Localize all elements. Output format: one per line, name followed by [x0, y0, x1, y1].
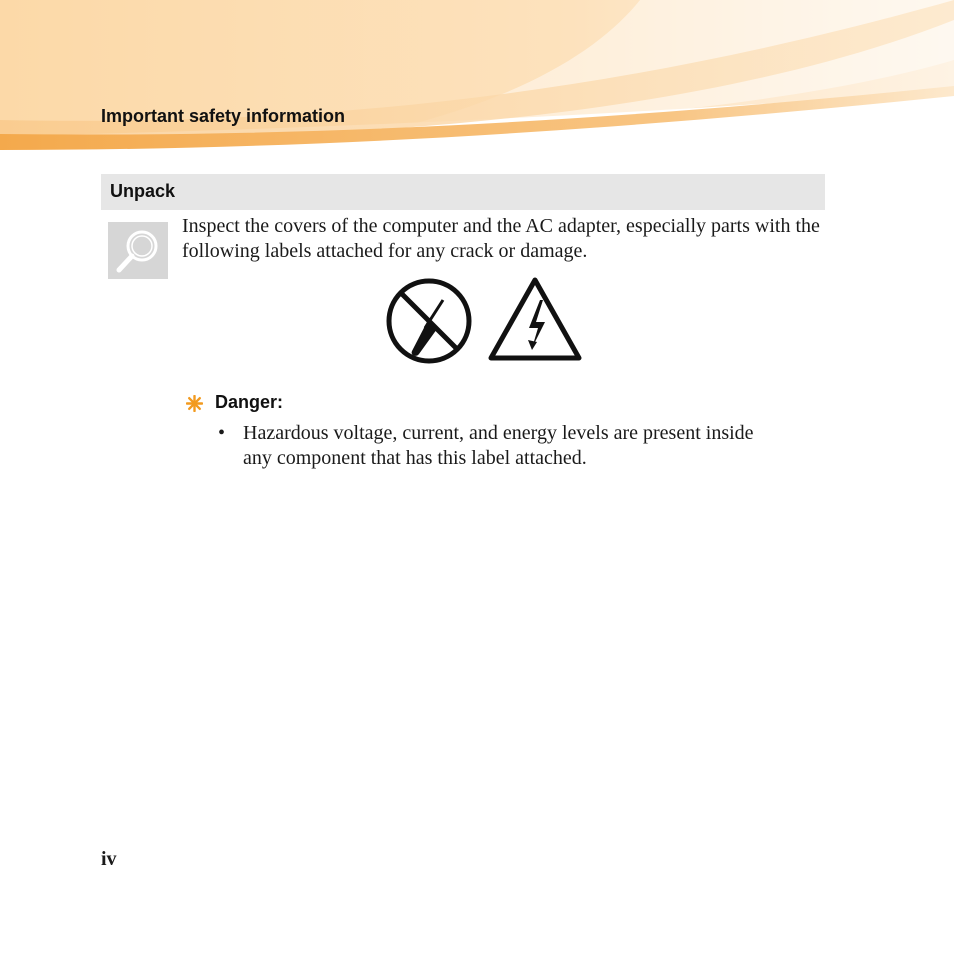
- bullet-marker: •: [218, 422, 226, 444]
- danger-list-item: Hazardous voltage, current, and energy levels are present inside any component that has this label attached.: [243, 422, 754, 469]
- inspection-instruction: Inspect the covers of the computer and the AC adapter, especially parts with the following labels attached for any crack or damage.: [182, 215, 820, 262]
- section-heading-bar: [101, 174, 825, 210]
- page-header-title: Important safety information: [101, 106, 346, 126]
- danger-label: Danger:: [215, 392, 284, 412]
- warning-labels: [385, 276, 585, 364]
- header-swoosh: [0, 0, 954, 160]
- no-screwdriver-icon: [389, 281, 469, 361]
- magnifier-icon: [108, 222, 168, 279]
- page-number: iv: [101, 848, 117, 870]
- high-voltage-warning-icon: [491, 280, 579, 358]
- section-title: Unpack: [110, 181, 176, 201]
- asterisk-icon: [186, 395, 203, 412]
